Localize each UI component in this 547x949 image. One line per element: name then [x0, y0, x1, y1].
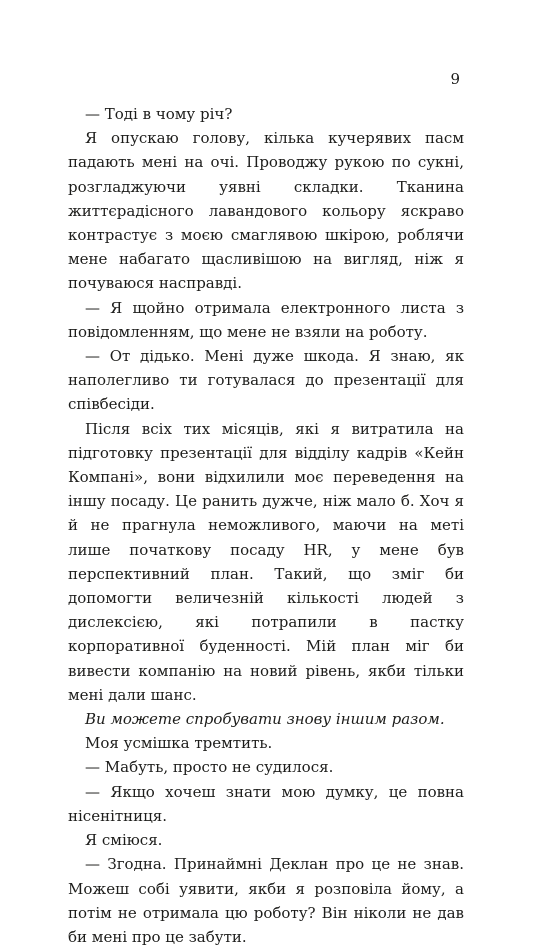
paragraph: — Якщо хочеш знати мою думку, це повна нісенітниця. — [68, 782, 464, 825]
paragraph: Я сміюся. — [85, 831, 163, 850]
italic-thought: Ви можете спробувати знову іншим разом. — [85, 710, 445, 729]
paragraph: Моя усмішка тремтить. — [85, 734, 273, 753]
paragraph: — Тоді в чому річ? — [85, 105, 233, 123]
paragraph: Я опускаю голову, кілька кучерявих пасм падають мені на очі. Проводжу рукою по сукні, розгладжуючи уявні складки. Тканина життєрадісного лавандового кольору яскраво контрастує з моєю смаглявою шкірою, роблячи мене набагато щасливішою на вигляд, ніж я почуваюся насправді. — [68, 129, 464, 293]
page-number: 9 — [450, 70, 460, 88]
paragraph: — Згодна. Принаймні Деклан про це не знав. Можеш собі уявити, якби я розповіла йому, а потім не отримала цю роботу? Він ніколи не дав би мені про це забути. — [68, 855, 464, 946]
paragraph: — От дідько. Мені дуже шкода. Я знаю, як наполегливо ти готувалася до презентації для співбесіди. — [68, 347, 464, 414]
paragraph: — Мабуть, просто не судилося. — [85, 758, 334, 777]
body-text — [68, 102, 464, 949]
paragraph: Після всіх тих місяців, які я витратила на підготовку презентації для відділу кадрів «Кейн Компані», вони відхилили моє переведення на іншу посаду. Це ранить дужче, ніж мало б. Хоч я й не прагнула неможливого, маючи на меті лише початкову посаду HR, у мене був перспективний план. Такий, що зміг би допомогти величезній кількості людей з дислексією, які потрапили в пастку корпоративної буденності. Мій план міг би вивести компанію на новий рівень, якби тільки мені дали шанс. — [68, 419, 464, 704]
paragraph: — Я щойно отримала електронного листа з повідомленням, що мене не взяли на роботу. — [68, 298, 464, 341]
